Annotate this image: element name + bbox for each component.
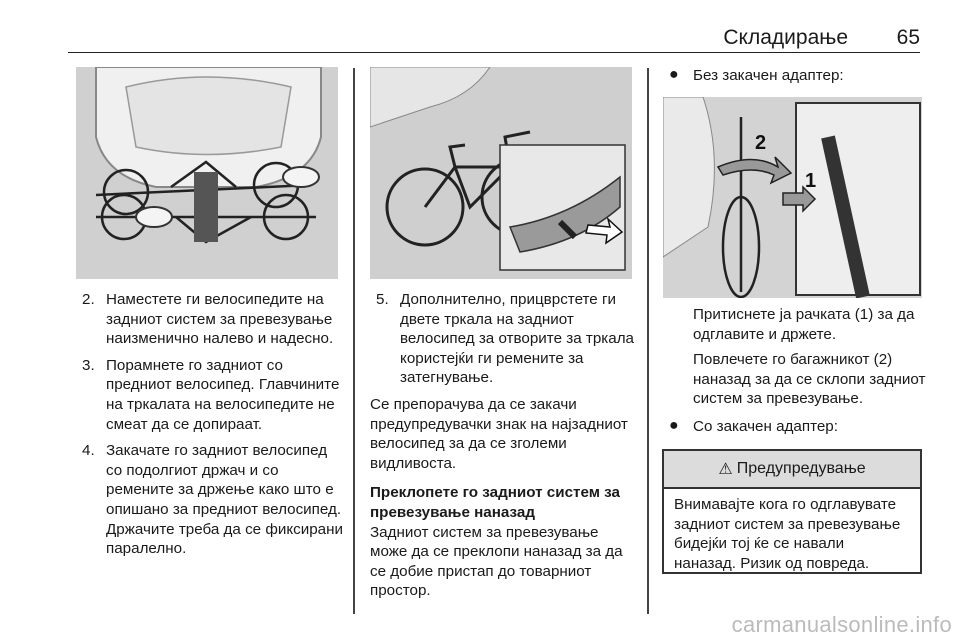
warning-title: Предупредување bbox=[736, 460, 866, 477]
page-number: 65 bbox=[896, 26, 920, 49]
step-5: 5. Дополнително, прицврстете ги двете тркала на задниот велосипед за отворите за тркала користејќи ги ремените за затегнување. bbox=[376, 291, 635, 387]
column-divider-1 bbox=[353, 68, 355, 614]
column-3-bottom bbox=[663, 305, 935, 437]
column-1 bbox=[76, 290, 344, 566]
warning-text: Внимавајте кога го одглавувате задниот систем за превезување бидејќи тој ќе се навали наназад. Ризик од повреда. bbox=[674, 496, 901, 572]
bike-rack-top-view-illustration bbox=[76, 67, 338, 279]
callout-1: 1 bbox=[805, 170, 817, 192]
fold-description: Задниот систем за превезување може да се преклопи наназад за да се добие пристап до товарниот простор. bbox=[370, 523, 623, 600]
page-header bbox=[68, 26, 920, 53]
warning-triangle-icon: ⚠ bbox=[718, 461, 733, 478]
column-3-top bbox=[663, 66, 933, 86]
bike-strap-detail-illustration bbox=[370, 67, 632, 279]
page-title: Складирање bbox=[723, 26, 848, 49]
bullet-without-adapter: ● Без закачен адаптер: bbox=[669, 66, 844, 84]
column-2 bbox=[370, 290, 640, 607]
step-4: 4. Закачате го задниот велосипед со подолгиот држач и со ремените за држење како што е опишано за предниот велосипед. Држачите треба да се фиксирани паралелно. bbox=[82, 442, 343, 558]
step-3: 3. Порамнете го задниот со предниот велосипед. Главчините на тркалата на велосипедите не смеат да се допираат. bbox=[82, 356, 340, 433]
pull-rack-text: Повлечете го багажникот (2) наназад за да се склопи задниот систем за превезување. bbox=[693, 351, 926, 408]
warning-header bbox=[664, 451, 920, 489]
section-heading: Преклопете го задниот систем за превезување наназад bbox=[370, 484, 620, 521]
visibility-note: Се препорачува да се закачи предупредувачки знак на најзадниот велосипед за да се зголеми видливоста. bbox=[370, 395, 628, 472]
callout-2: 2 bbox=[755, 132, 767, 154]
rack-folding-illustration bbox=[663, 97, 922, 298]
bullet-with-adapter: ● Со закачен адаптер: bbox=[669, 416, 838, 435]
step-2: 2. Наместете ги велосипедите на задниот систем за превезување наизменично налево и надесно. bbox=[82, 291, 334, 348]
warning-box bbox=[662, 449, 922, 574]
footer-watermark[interactable]: carmanualsonline.info bbox=[731, 612, 952, 637]
press-lever-text: Притиснете ја рачката (1) за да одглавите и држете. bbox=[693, 306, 915, 343]
column-divider-2 bbox=[647, 68, 649, 614]
